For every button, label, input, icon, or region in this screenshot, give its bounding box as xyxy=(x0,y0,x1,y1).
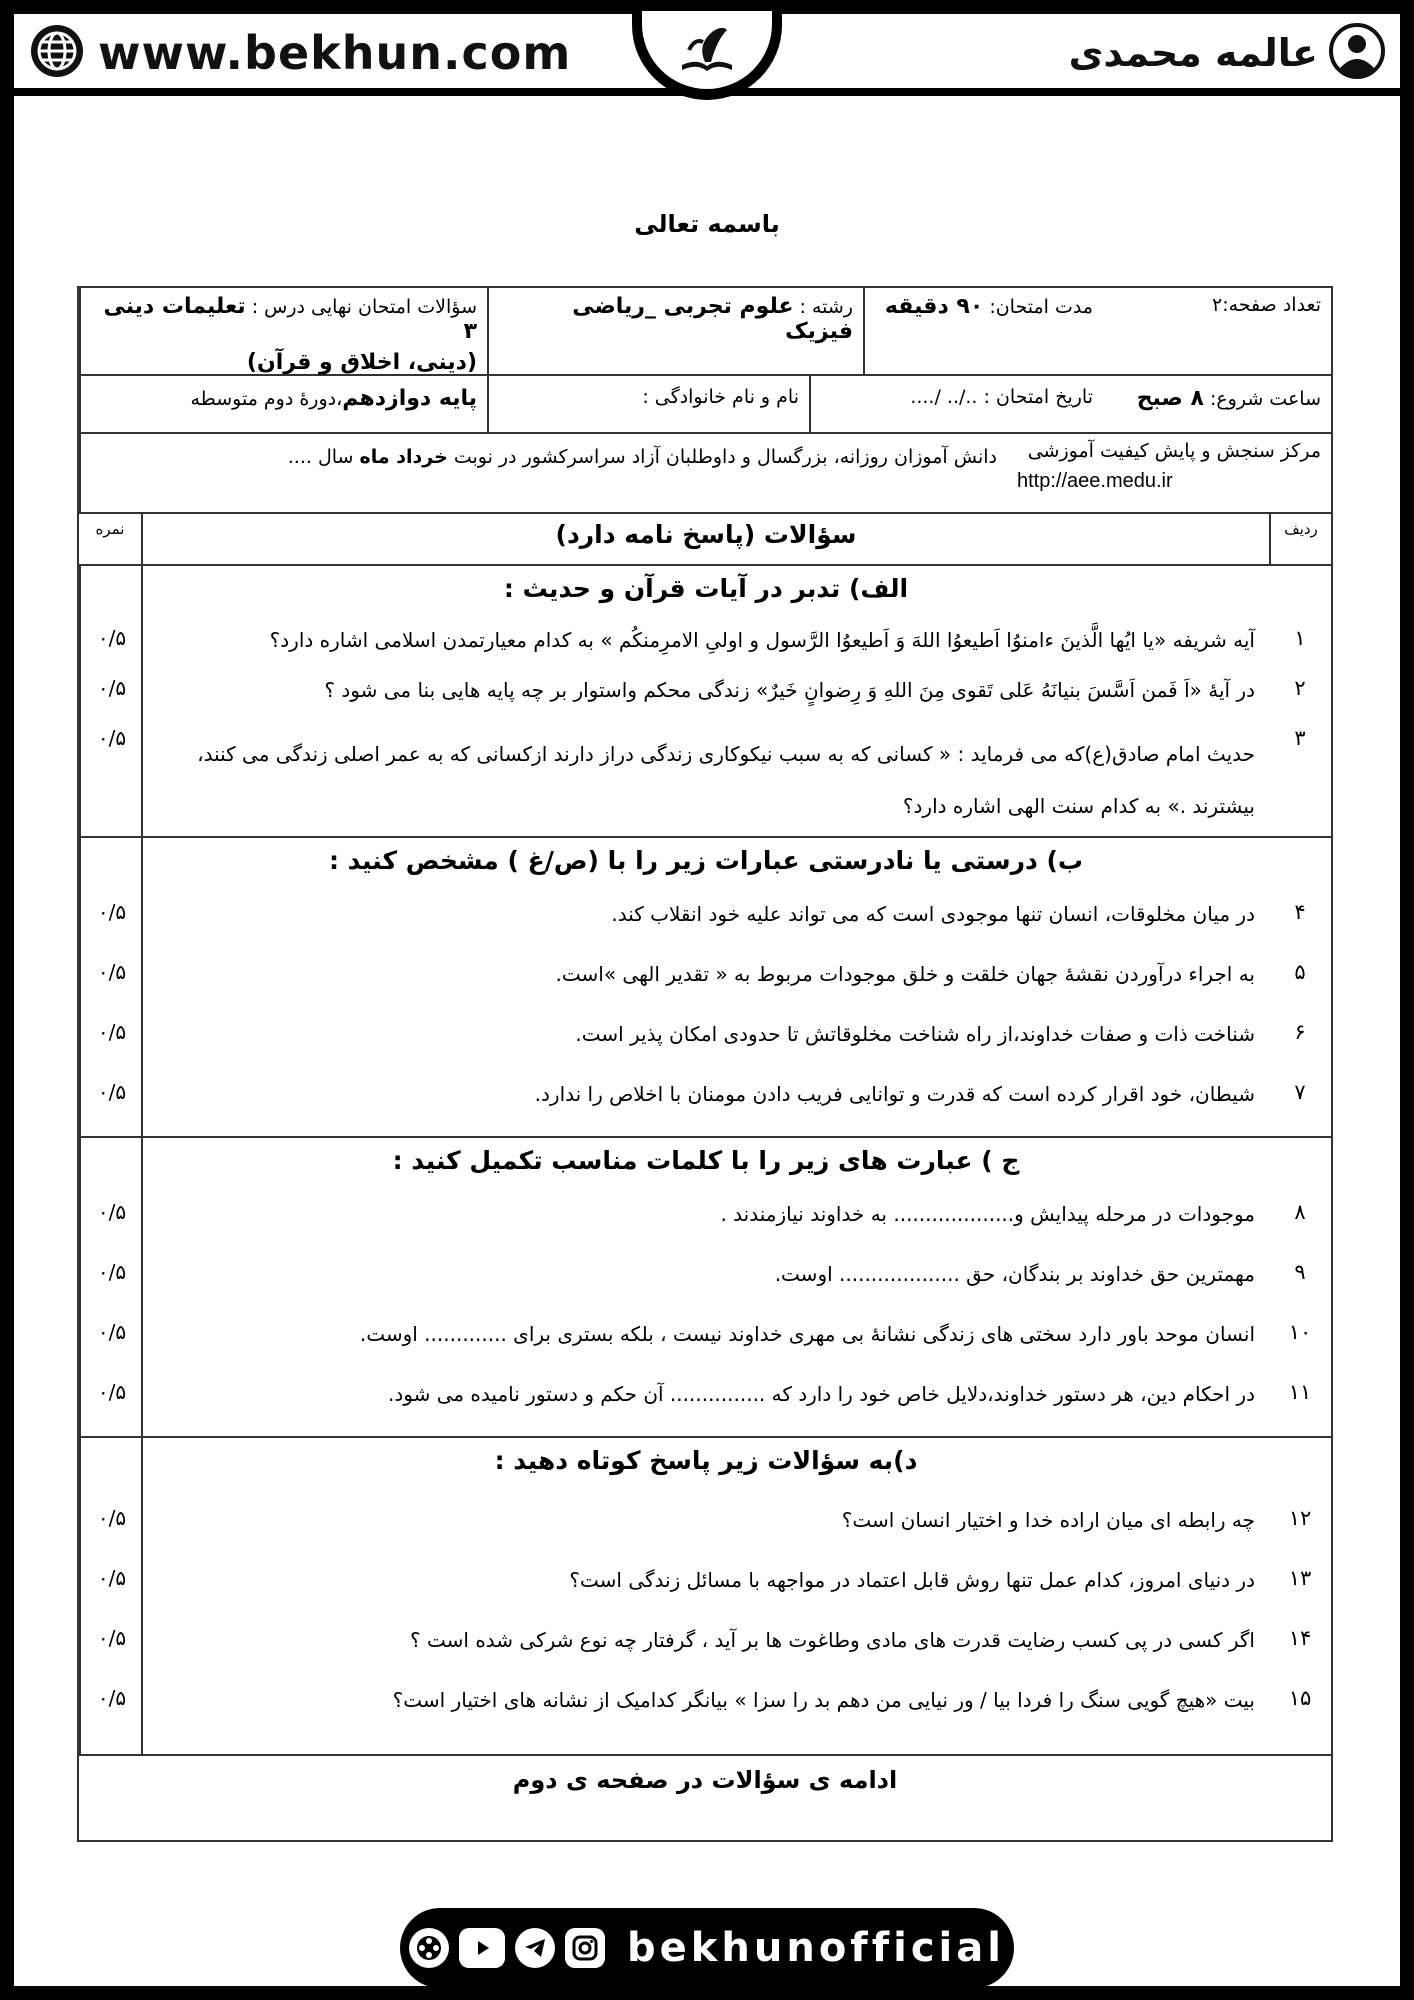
students-text: دانش آموزان روزانه، بزرگسال و داوطلبان آزاد سراسرکشور در نوبت xyxy=(453,446,997,468)
brand-logo xyxy=(632,8,782,100)
pages-cell xyxy=(1103,288,1331,374)
duration-value: ۹۰ دقیقه xyxy=(884,294,984,319)
question-text: مهمترین حق خداوند بر بندگان، حق ................... اوست. xyxy=(774,1262,1255,1286)
duration-cell xyxy=(863,288,1103,374)
question-score: ۰/۵ xyxy=(97,960,127,984)
section-b-scores xyxy=(79,838,141,1136)
section-c xyxy=(79,1138,1331,1438)
question-text: به اجراء درآوردن نقشهٔ جهان خلقت و خلق موجودات مربوط به « تقدیر الهی »است. xyxy=(555,962,1255,986)
question-text: چه رابطه ای میان اراده خدا و اختیار انسان است؟ xyxy=(841,1508,1255,1532)
section-a-scores xyxy=(79,566,141,836)
question-score: ۰/۵ xyxy=(97,1506,127,1530)
website-url: www.bekhun.com xyxy=(98,26,572,80)
center-cell xyxy=(1007,434,1331,512)
aparat-icon[interactable] xyxy=(409,1928,449,1968)
students-cell xyxy=(79,434,1007,512)
user-icon xyxy=(1328,22,1386,84)
question-score: ۰/۵ xyxy=(97,1566,127,1590)
field-value: علوم تجربی _ریاضی فیزیک xyxy=(572,294,853,344)
question-text: در احکام دین، هر دستور خداوند،دلایل خاص خود را دارد که ............... آن حکم و دستور نامیده می شود. xyxy=(387,1382,1255,1406)
question-text: بیت «هیچ گویی سنگ را فردا بیا / ور نیایی من دهم بد را سزا » بیانگر کدامیک از نشانه های اختیار است؟ xyxy=(392,1688,1255,1712)
start-label: ساعت شروع: xyxy=(1209,388,1321,410)
exam-prefix: سؤالات امتحان نهایی درس : xyxy=(251,296,477,318)
score-header: نمره xyxy=(95,520,125,538)
duration-label: مدت امتحان: xyxy=(989,296,1093,318)
question-text: اگر کسی در پی کسب رضایت قدرت های مادی وطاغوت ها بر آید ، گرفتار چه نوع شرکی شده است ؟ xyxy=(410,1628,1255,1652)
section-a xyxy=(79,566,1331,838)
question-score: ۰/۵ xyxy=(97,1080,127,1104)
website-link[interactable] xyxy=(28,22,571,84)
info-row-3 xyxy=(79,434,1331,514)
center-url[interactable]: http://aee.medu.ir xyxy=(1017,470,1173,492)
question-score: ۰/۵ xyxy=(97,900,127,924)
globe-icon xyxy=(28,22,86,84)
continue-note: ادامه ی سؤالات در صفحه ی دوم xyxy=(512,1766,898,1794)
author-name: عالمه محمدی xyxy=(1068,31,1318,75)
name-label: نام و نام خانوادگی : xyxy=(642,386,799,408)
question-number: ۳ xyxy=(1294,726,1306,750)
field-label: رشته : xyxy=(799,296,853,318)
question-score: ۰/۵ xyxy=(97,726,127,750)
question-score: ۰/۵ xyxy=(97,1200,127,1224)
page-count: تعداد صفحه:۲ xyxy=(1211,294,1321,316)
grade-value: پایه دوازدهم xyxy=(342,386,477,411)
section-title: ب) درستی یا نادرستی عبارات زیر را با (ص/غ ) مشخص کنید : xyxy=(328,846,1084,875)
question-text: انسان موحد باور دارد سختی های زندگی نشانهٔ بی مهری خداوند نیست ، بلکه بستری برای ............. اوست. xyxy=(359,1322,1255,1346)
youtube-icon[interactable] xyxy=(459,1928,505,1968)
question-text: موجودات در مرحله پیدایش و................... به خداوند نیازمندند . xyxy=(720,1202,1255,1226)
question-number: ۱۵ xyxy=(1288,1686,1312,1710)
author-badge xyxy=(1069,22,1386,84)
section-b-body xyxy=(141,838,1269,1136)
exam-month: خرداد ماه xyxy=(359,446,448,468)
section-a-body xyxy=(141,566,1269,836)
exam-page xyxy=(14,14,1400,1986)
social-handle: bekhunofficial xyxy=(627,1925,1005,1971)
question-number: ۱۳ xyxy=(1288,1566,1312,1590)
questions-header-row xyxy=(79,514,1331,566)
grade-cell xyxy=(79,376,487,432)
page-title: باسمه تعالی xyxy=(634,210,780,238)
question-text: در آیهٔ «اَ فَمن اَسَّسَ بنیانَهُ عَلی تَقوی مِنَ اللهِ وَ رِضوانٍ خَیرٌ» زندگی محکم واستوار بر چه پایه هایی بنا می شود ؟ xyxy=(324,678,1255,702)
section-d-body xyxy=(141,1438,1269,1754)
question-number: ۱۰ xyxy=(1288,1320,1312,1344)
question-text: حدیث امام صادق(ع)که می فرماید : « کسانی که به سبب نیکوکاری زندگی دراز دارند ازکسانی که به عمر اصلی زندگی می کنند، بیشترند .» به کدام سنت الهی اشاره دارد؟ xyxy=(197,742,1255,818)
radif-header: ردیف xyxy=(1269,514,1331,564)
section-d xyxy=(79,1438,1331,1756)
section-b xyxy=(79,838,1331,1138)
question-score: ۰/۵ xyxy=(97,1320,127,1344)
course-cell xyxy=(79,288,487,374)
question-score: ۰/۵ xyxy=(97,676,127,700)
question-number: ۸ xyxy=(1294,1200,1306,1224)
question-number: ۱ xyxy=(1294,626,1306,650)
question-text: در میان مخلوقات، انسان تنها موجودی است که می تواند علیه خود انقلاب کند. xyxy=(611,902,1255,926)
date-label: تاریخ امتحان : ../.. /.... xyxy=(910,386,1093,408)
question-number: ۱۱ xyxy=(1288,1380,1312,1404)
social-footer[interactable] xyxy=(400,1908,1014,1988)
section-title: د)به سؤالات زیر پاسخ کوتاه دهید : xyxy=(494,1446,918,1475)
info-row-1 xyxy=(79,288,1331,376)
top-banner xyxy=(14,14,1400,96)
question-number: ۱۴ xyxy=(1288,1626,1312,1650)
question-number: ۱۲ xyxy=(1288,1506,1312,1530)
date-cell xyxy=(809,376,1103,432)
question-score: ۰/۵ xyxy=(97,626,127,650)
section-c-scores xyxy=(79,1138,141,1436)
question-number: ۲ xyxy=(1294,676,1306,700)
question-text: در دنیای امروز، کدام عمل تنها روش قابل اعتماد در مواجهه با مسائل زندگی است؟ xyxy=(569,1568,1255,1592)
question-score: ۰/۵ xyxy=(97,1260,127,1284)
question-number: ۴ xyxy=(1294,900,1306,924)
question-score: ۰/۵ xyxy=(97,1626,127,1650)
section-title: ج ) عبارت های زیر را با کلمات مناسب تکمیل کنید : xyxy=(392,1146,1020,1175)
name-cell[interactable] xyxy=(487,376,809,432)
section-c-body xyxy=(141,1138,1269,1436)
exam-year: سال .... xyxy=(287,446,354,468)
section-d-scores xyxy=(79,1438,141,1754)
question-score: ۰/۵ xyxy=(97,1686,127,1710)
question-text: شناخت ذات و صفات خداوند،از راه شناخت مخلوقاتش تا حدودی امکان پذیر است. xyxy=(575,1022,1255,1046)
course-name: تعلیمات دینی ۳ xyxy=(103,294,477,344)
field-cell xyxy=(487,288,863,374)
section-c-numbers xyxy=(1269,1138,1331,1436)
instagram-icon[interactable] xyxy=(565,1928,605,1968)
questions-header: سؤالات (پاسخ نامه دارد) xyxy=(141,514,1269,564)
question-number: ۵ xyxy=(1294,960,1306,984)
start-value: ۸ صبح xyxy=(1136,386,1204,411)
center-name: مرکز سنجش و پایش کیفیت آموزشی xyxy=(1027,440,1321,462)
question-score: ۰/۵ xyxy=(97,1380,127,1404)
start-cell xyxy=(1103,376,1331,432)
book-pen-icon xyxy=(667,20,747,80)
section-d-numbers xyxy=(1269,1438,1331,1754)
section-title: الف) تدبر در آیات قرآن و حدیث : xyxy=(503,574,909,603)
question-text: شیطان، خود اقرار کرده است که قدرت و توانایی فریب دادن مومنان با اخلاص را ندارد. xyxy=(534,1082,1255,1106)
question-number: ۷ xyxy=(1294,1080,1306,1104)
course-sub: (دینی، اخلاق و قرآن) xyxy=(246,350,477,375)
question-score: ۰/۵ xyxy=(97,1020,127,1044)
grade-sub: ،دورهٔ دوم متوسطه xyxy=(190,388,343,410)
exam-frame xyxy=(77,286,1333,1842)
question-text: آیه شریفه «یا ایُها الَّذینَ ءامنوُا اَطیعوُا اللهَ وَ اَطیعوُا الرَّسول و اولیِ الامرِمنکُم » به کدام معیارتمدن اسلامی اشاره دارد؟ xyxy=(269,628,1255,652)
section-a-numbers xyxy=(1269,566,1331,836)
telegram-icon[interactable] xyxy=(515,1928,555,1968)
section-b-numbers xyxy=(1269,838,1331,1136)
info-row-2 xyxy=(79,376,1331,434)
question-number: ۶ xyxy=(1294,1020,1306,1044)
question-number: ۹ xyxy=(1294,1260,1306,1284)
